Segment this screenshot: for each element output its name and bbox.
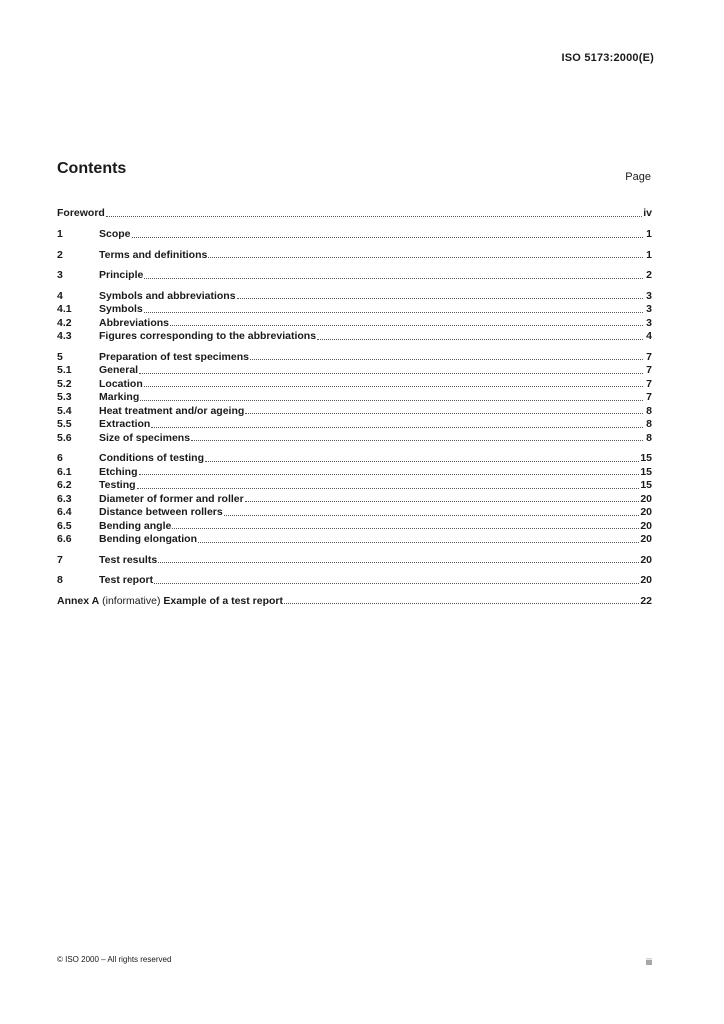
toc-entry-number: 6.4 bbox=[57, 506, 72, 518]
toc-dot-leader bbox=[198, 542, 639, 543]
toc-entry-page: 8 bbox=[646, 418, 652, 430]
toc-entry-page: 15 bbox=[640, 465, 652, 478]
toc-dot-leader bbox=[205, 461, 639, 462]
toc-entry[interactable] bbox=[57, 418, 652, 432]
toc-entry-title: Test report bbox=[99, 574, 154, 586]
toc-entry-number: 6 bbox=[57, 452, 63, 464]
toc-entry-number: 5.4 bbox=[57, 404, 72, 417]
toc-entry-number: 4 bbox=[57, 289, 63, 302]
toc-dot-leader bbox=[237, 298, 643, 299]
toc-entry[interactable] bbox=[57, 493, 652, 507]
toc-entry-title: Heat treatment and/or ageing bbox=[99, 404, 245, 417]
toc-entry-number: 4.1 bbox=[57, 303, 72, 315]
toc-entry[interactable] bbox=[57, 249, 652, 263]
toc-dot-leader bbox=[245, 501, 640, 502]
toc-entry-number: 6.2 bbox=[57, 479, 72, 491]
toc-dot-leader bbox=[151, 427, 643, 428]
toc-entry-title: Preparation of test specimens bbox=[99, 350, 249, 363]
toc-entry[interactable] bbox=[57, 303, 652, 317]
toc-entry-number: 5.2 bbox=[57, 377, 72, 390]
toc-dot-leader bbox=[140, 400, 643, 401]
toc-entry-page: 7 bbox=[646, 350, 652, 363]
toc-entry-page: 1 bbox=[646, 228, 652, 240]
toc-dot-leader bbox=[245, 413, 643, 414]
toc-entry-title: Marking bbox=[99, 391, 140, 403]
toc-dot-leader bbox=[137, 488, 640, 489]
toc-dot-leader bbox=[139, 474, 640, 475]
toc-dot-leader bbox=[224, 515, 640, 516]
toc-entry-page: 15 bbox=[640, 452, 652, 464]
toc-entry-title: Terms and definitions bbox=[99, 248, 208, 261]
toc-entry-number: 1 bbox=[57, 228, 63, 240]
toc-dot-leader bbox=[144, 386, 643, 387]
toc-dot-leader bbox=[208, 257, 643, 258]
toc-dot-leader bbox=[170, 325, 643, 326]
toc-entry-title: Foreword bbox=[57, 207, 105, 219]
toc-entry[interactable] bbox=[57, 574, 652, 588]
toc-entry[interactable] bbox=[57, 520, 652, 534]
toc-entry-title: Location bbox=[99, 377, 143, 390]
toc-entry-page: 20 bbox=[640, 506, 652, 518]
toc-entry-number: 5.5 bbox=[57, 418, 72, 430]
toc-entry-title bbox=[57, 595, 283, 609]
toc-entry-title: General bbox=[99, 364, 139, 376]
toc-entry-number: 5 bbox=[57, 350, 63, 363]
toc-entry-page: 7 bbox=[646, 364, 652, 376]
toc-entry-title: Size of specimens bbox=[99, 431, 191, 444]
toc-entry[interactable] bbox=[57, 228, 652, 242]
toc-entry-page: 20 bbox=[640, 574, 652, 586]
toc-entry[interactable] bbox=[57, 351, 652, 365]
toc-entry[interactable] bbox=[57, 269, 652, 283]
toc-entry[interactable] bbox=[57, 595, 652, 609]
toc-entry-number: 6.3 bbox=[57, 492, 72, 505]
toc-entry-page: 1 bbox=[646, 248, 652, 261]
document-id: ISO 5173:2000(E) bbox=[561, 52, 654, 64]
toc-entry-page: 3 bbox=[646, 303, 652, 315]
toc-dot-leader bbox=[191, 440, 643, 441]
toc-entry[interactable] bbox=[57, 290, 652, 304]
toc-dot-leader bbox=[284, 603, 639, 604]
toc-dot-leader bbox=[317, 339, 643, 340]
toc-entry-title: Distance between rollers bbox=[99, 506, 223, 518]
toc-entry[interactable] bbox=[57, 378, 652, 392]
toc-entry-page: 2 bbox=[646, 269, 652, 281]
toc-entry-number: 8 bbox=[57, 574, 63, 586]
toc-dot-leader bbox=[154, 583, 639, 584]
toc-entry-title: Bending angle bbox=[99, 519, 172, 532]
toc-entry[interactable] bbox=[57, 479, 652, 493]
toc-entry[interactable] bbox=[57, 533, 652, 547]
toc-entry-number: 6.5 bbox=[57, 519, 72, 532]
toc-entry-title: Principle bbox=[99, 269, 144, 281]
toc-entry-number: 4.2 bbox=[57, 316, 72, 329]
toc-entry-title: Scope bbox=[99, 228, 131, 240]
toc-entry-page: 3 bbox=[646, 316, 652, 329]
page-column-label: Page bbox=[625, 171, 651, 183]
toc-entry-title: Abbreviations bbox=[99, 316, 170, 329]
toc-entry[interactable] bbox=[57, 207, 652, 221]
toc-entry-number: 5.6 bbox=[57, 431, 72, 444]
toc-dot-leader bbox=[144, 312, 643, 313]
page-title: Contents bbox=[57, 160, 127, 177]
toc-dot-leader bbox=[172, 528, 639, 529]
toc-entry-number: 5.1 bbox=[57, 364, 72, 376]
toc-entry-title: Diameter of former and roller bbox=[99, 492, 244, 505]
toc-entry-page: 20 bbox=[640, 492, 652, 505]
toc-entry-page: 8 bbox=[646, 431, 652, 444]
toc-dot-leader bbox=[132, 237, 643, 238]
toc-dot-leader bbox=[106, 216, 642, 217]
toc-entry-title: Extraction bbox=[99, 418, 151, 430]
toc-entry-page: 20 bbox=[640, 519, 652, 532]
toc-entry-title: Symbols and abbreviations bbox=[99, 289, 236, 302]
toc-entry[interactable] bbox=[57, 452, 652, 466]
toc-entry-title: Testing bbox=[99, 479, 136, 491]
toc-entry-number: 6.6 bbox=[57, 533, 72, 545]
table-of-contents bbox=[57, 207, 652, 608]
toc-entry[interactable] bbox=[57, 554, 652, 568]
toc-entry-number: 5.3 bbox=[57, 391, 72, 403]
toc-entry[interactable] bbox=[57, 317, 652, 331]
toc-entry-title: Bending elongation bbox=[99, 533, 197, 545]
copyright-notice: © ISO 2000 – All rights reserved bbox=[57, 955, 172, 964]
toc-entry[interactable] bbox=[57, 466, 652, 480]
toc-entry-title: Conditions of testing bbox=[99, 452, 204, 464]
toc-entry-title: Symbols bbox=[99, 303, 143, 315]
toc-entry-page: 7 bbox=[646, 391, 652, 403]
page-number: iii bbox=[646, 957, 652, 967]
toc-dot-leader bbox=[139, 373, 643, 374]
toc-entry[interactable] bbox=[57, 506, 652, 520]
toc-entry[interactable] bbox=[57, 364, 652, 378]
toc-entry-title-note: (informative) bbox=[99, 594, 164, 607]
toc-entry-page: 20 bbox=[640, 553, 652, 566]
toc-entry-title: Figures corresponding to the abbreviations bbox=[99, 330, 317, 342]
toc-dot-leader bbox=[144, 278, 643, 279]
toc-entry-page: iv bbox=[643, 207, 652, 219]
toc-entry-number: 4.3 bbox=[57, 330, 72, 342]
toc-entry-number: 7 bbox=[57, 553, 63, 566]
toc-dot-leader bbox=[250, 359, 643, 360]
toc-entry-title-prefix: Annex A bbox=[57, 594, 100, 607]
toc-entry[interactable] bbox=[57, 391, 652, 405]
toc-entry[interactable] bbox=[57, 405, 652, 419]
toc-entry-title: Test results bbox=[99, 553, 158, 566]
toc-entry-number: 2 bbox=[57, 248, 63, 261]
toc-entry-page: 4 bbox=[646, 330, 652, 342]
toc-entry-title: Etching bbox=[99, 465, 138, 478]
toc-entry[interactable] bbox=[57, 330, 652, 344]
toc-entry-page: 20 bbox=[640, 533, 652, 545]
toc-entry[interactable] bbox=[57, 432, 652, 446]
toc-entry-page: 22 bbox=[640, 594, 652, 607]
toc-dot-leader bbox=[158, 562, 639, 563]
toc-entry-page: 3 bbox=[646, 289, 652, 302]
toc-entry-number: 6.1 bbox=[57, 465, 72, 478]
toc-entry-number: 3 bbox=[57, 269, 63, 281]
toc-entry-page: 7 bbox=[646, 377, 652, 390]
toc-entry-title-suffix: Example of a test report bbox=[163, 594, 284, 607]
toc-entry-page: 8 bbox=[646, 404, 652, 417]
toc-entry-page: 15 bbox=[640, 479, 652, 491]
